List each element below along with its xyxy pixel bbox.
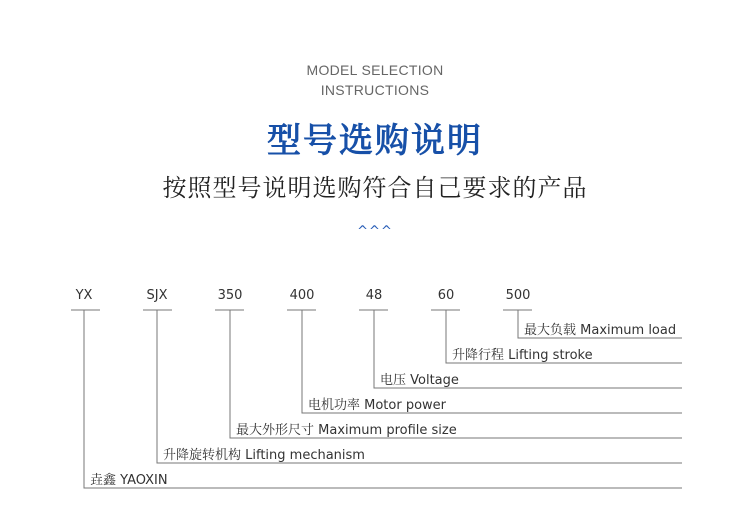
code-48: 48 xyxy=(365,288,383,303)
code-60: 60 xyxy=(437,288,455,303)
code-yx: YX xyxy=(75,288,93,303)
decor-carets: ^^^ xyxy=(357,224,393,239)
header-en-line2: INSTRUCTIONS xyxy=(320,82,430,98)
header-en-line1: MODEL SELECTION xyxy=(306,62,444,78)
code-500: 500 xyxy=(505,288,531,303)
label-lifting-mechanism: 升降旋转机构 Lifting mechanism xyxy=(163,448,365,463)
code-sjx: SJX xyxy=(146,288,168,303)
label-profile-size: 最大外形尺寸 Maximum profile size xyxy=(236,423,457,438)
code-350: 350 xyxy=(217,288,243,303)
label-motor-power: 电机功率 Motor power xyxy=(308,398,447,413)
page-subtitle: 按照型号说明选购符合自己要求的产品 xyxy=(162,174,588,202)
label-max-load: 最大负载 Maximum load xyxy=(524,323,677,338)
code-400: 400 xyxy=(289,288,315,303)
label-voltage: 电压 Voltage xyxy=(380,373,459,388)
label-brand: 垚鑫 YAOXIN xyxy=(90,473,168,488)
page-title: 型号选购说明 xyxy=(267,121,483,161)
label-lifting-stroke: 升降行程 Lifting stroke xyxy=(452,348,593,363)
